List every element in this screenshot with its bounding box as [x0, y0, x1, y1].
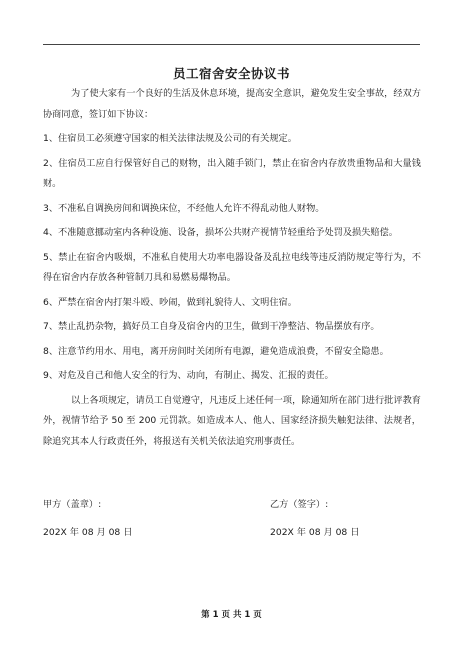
signature-date-row: [43, 524, 421, 552]
closing-paragraph: 以上各项规定，请员工自觉遵守，凡违反上述任何一项，除通知所在部门进行批评教育外，视情节给予 50 至 200 元罚款。如造成本人、他人、国家经济损失触犯法律、法规者，除追究其本人行政责任外，将报送有关机关依法追究刑事责任。: [43, 394, 421, 447]
clause-1: 1、住宿员工必须遵守国家的相关法律法规及公司的有关规定。: [43, 133, 297, 144]
header-rule: [43, 44, 420, 45]
clause-4: 4、不准随意挪动室内各种设施、设备，损坏公共财产视情节轻重给予处罚及损失赔偿。: [43, 227, 398, 238]
party-b-date: 202X 年 08 月 08 日: [270, 527, 360, 538]
clause-5: 5、禁止在宿舍内吸烟，不准私自使用大功率电器设备及乱拉电线等违反消防规定等行为，不得在宿舍内存放各种管制刀具和易燃易爆物品。: [43, 251, 421, 283]
party-b-label: 乙方（签字）:: [270, 499, 329, 510]
party-a-date: 202X 年 08 月 08 日: [43, 527, 133, 538]
party-a-label: 甲方（盖章）:: [43, 499, 102, 510]
page-number: 第 1 页 共 1 页: [201, 610, 262, 620]
signature-block: [43, 496, 421, 552]
clause-6: 6、严禁在宿舍内打架斗殴、吵闹，做到礼貌待人、文明住宿。: [43, 296, 297, 308]
intro-paragraph: 为了使大家有一个良好的生活及休息环境，提高安全意识，避免发生安全事故，经双方协商同意，签订如下协议：: [43, 88, 421, 120]
document-title: 员工宿舍安全协议书: [172, 66, 290, 81]
clause-3: 3、不准私自调换房间和调换床位，不经他人允许不得乱动他人财物。: [43, 202, 325, 214]
document-body: [43, 84, 421, 456]
signature-label-row: [43, 496, 421, 524]
clause-8: 8、注意节约用水、用电，离开房间时关闭所有电源，避免造成浪费，不留安全隐患。: [43, 345, 389, 357]
clause-2: 2、住宿员工应自行保管好自己的财物，出入随手锁门，禁止在宿舍内存放贵重物品和大量钱财。: [43, 157, 421, 189]
clause-9: 9、对危及自己和他人安全的行为、动向，有制止、揭发、汇报的责任。: [43, 370, 334, 381]
clause-7: 7、禁止乱扔杂物，搞好员工自身及宿舍内的卫生，做到干净整洁、物品摆放有序。: [43, 321, 380, 332]
